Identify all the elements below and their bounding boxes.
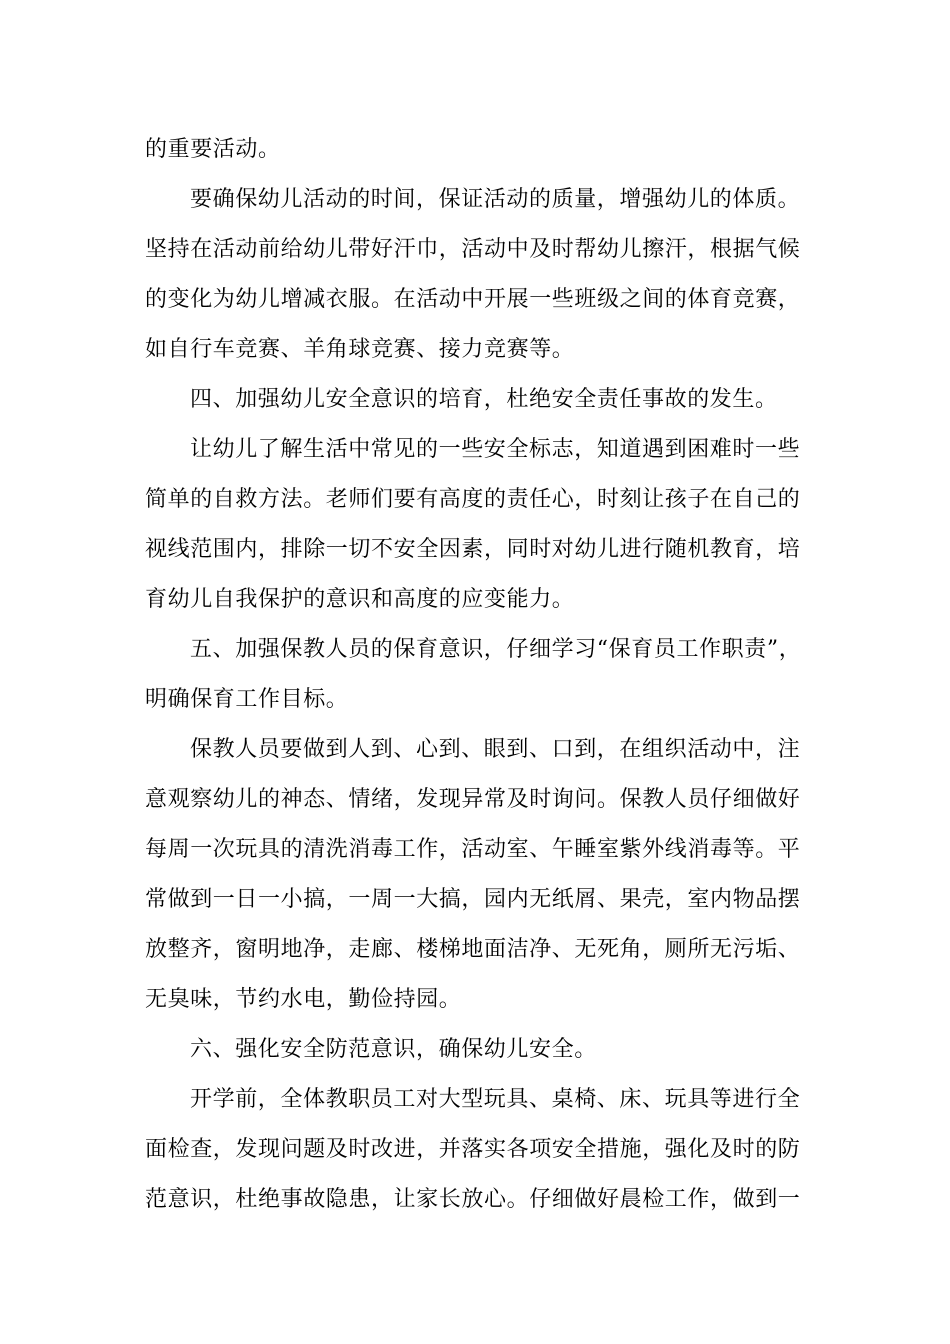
text-line: 育幼儿自我保护的意识和高度的应变能力。 [145, 587, 575, 612]
text-line: 的变化为幼儿增减衣服。在活动中开展一些班级之间的体育竞赛， [145, 287, 801, 312]
text-line: 意观察幼儿的神态、情绪，发现异常及时询问。保教人员仔细做好 [145, 787, 801, 812]
paragraph-first-line: 要确保幼儿活动的时间，保证活动的质量，增强幼儿的体质。 [190, 187, 801, 212]
text-line: 视线范围内，排除一切不安全因素，同时对幼儿进行随机教育，培 [145, 537, 801, 562]
paragraph-first-line: 让幼儿了解生活中常见的一些安全标志，知道遇到困难时一些 [190, 437, 801, 462]
text-line: 明确保育工作目标。 [145, 687, 349, 712]
paragraph-first-line: 开学前，全体教职员工对大型玩具、桌椅、床、玩具等进行全 [190, 1087, 801, 1112]
text-line: 的重要活动。 [145, 137, 281, 162]
text-line: 坚持在活动前给幼儿带好汗巾，活动中及时帮幼儿擦汗，根据气候 [145, 237, 801, 262]
text-line: 每周一次玩具的清洗消毒工作，活动室、午睡室紫外线消毒等。平 [145, 837, 801, 862]
text-line: 范意识，杜绝事故隐患，让家长放心。仔细做好晨检工作，做到一 [145, 1187, 801, 1212]
text-line: 简单的自救方法。老师们要有高度的责任心，时刻让孩子在自己的 [145, 487, 801, 512]
text-line: 无臭味，节约水电，勤俭持园。 [145, 987, 462, 1012]
text-line: 如自行车竞赛、羊角球竞赛、接力竞赛等。 [145, 337, 575, 362]
text-line: 面检查，发现问题及时改进，并落实各项安全措施，强化及时的防 [145, 1137, 801, 1162]
section-heading: 四、加强幼儿安全意识的培育，杜绝安全责任事故的发生。 [190, 387, 778, 412]
text-line: 常做到一日一小搞，一周一大搞，园内无纸屑、果壳，室内物品摆 [145, 887, 801, 912]
paragraph-first-line: 保教人员要做到人到、心到、眼到、口到，在组织活动中，注 [190, 737, 801, 762]
section-heading: 五、加强保教人员的保育意识，仔细学习“保育员工作职责”， [190, 637, 802, 662]
text-line: 放整齐，窗明地净，走廊、楼梯地面洁净、无死角，厕所无污垢、 [145, 937, 801, 962]
section-heading: 六、强化安全防范意识，确保幼儿安全。 [190, 1037, 597, 1062]
